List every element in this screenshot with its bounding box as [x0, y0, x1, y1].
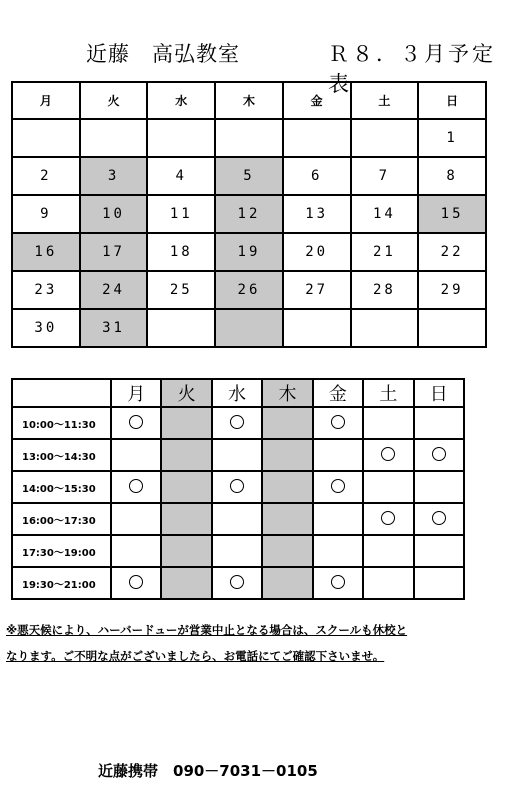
calendar-day-cell: 17	[80, 233, 148, 271]
timetable-slot-cell	[262, 471, 312, 503]
timetable-weekday-header: 水	[212, 379, 262, 407]
timetable-slot-cell	[313, 471, 363, 503]
available-circle-icon	[129, 575, 143, 589]
calendar-day-cell: 11	[147, 195, 215, 233]
calendar-day-cell: 14	[351, 195, 419, 233]
timetable-weekday-header: 日	[414, 379, 464, 407]
timetable-slot-cell	[313, 567, 363, 599]
timetable-slot-cell	[363, 471, 413, 503]
timetable-row	[12, 535, 464, 567]
timetable-slot-cell	[161, 439, 211, 471]
calendar-day-cell: 4	[147, 157, 215, 195]
calendar-day-cell: 7	[351, 157, 419, 195]
calendar-day-cell	[351, 119, 419, 157]
timetable-slot-cell	[313, 439, 363, 471]
calendar-day-cell: 25	[147, 271, 215, 309]
calendar-day-cell	[12, 119, 80, 157]
contact-phone: 近藤携帯 090－7031－0105	[98, 762, 318, 780]
calendar-week-row	[12, 195, 486, 233]
time-slot-label: 19:30～21:00	[12, 567, 111, 599]
timetable-slot-cell	[212, 567, 262, 599]
timetable-slot-cell	[111, 503, 161, 535]
available-circle-icon	[129, 479, 143, 493]
available-circle-icon	[331, 575, 345, 589]
timetable-weekday-header: 土	[363, 379, 413, 407]
timetable-slot-cell	[262, 535, 312, 567]
timetable-slot-cell	[161, 503, 211, 535]
timetable-weekday-header: 月	[111, 379, 161, 407]
timetable-slot-cell	[212, 535, 262, 567]
calendar-day-cell: 21	[351, 233, 419, 271]
calendar-weekday-header: 水	[147, 82, 215, 119]
calendar-day-cell: 18	[147, 233, 215, 271]
timetable-slot-cell	[363, 503, 413, 535]
timetable-slot-cell	[111, 535, 161, 567]
available-circle-icon	[381, 447, 395, 461]
calendar-day-cell	[418, 309, 486, 347]
timetable-slot-cell	[111, 407, 161, 439]
calendar-day-cell: 31	[80, 309, 148, 347]
calendar-day-cell	[215, 119, 283, 157]
timetable-slot-cell	[161, 407, 211, 439]
timetable-slot-cell	[161, 535, 211, 567]
calendar-week-row	[12, 271, 486, 309]
time-slot-label: 10:00～11:30	[12, 407, 111, 439]
calendar-day-cell: 24	[80, 271, 148, 309]
calendar-day-cell	[283, 119, 351, 157]
calendar-day-cell: 12	[215, 195, 283, 233]
calendar-day-cell: 20	[283, 233, 351, 271]
calendar-day-cell	[147, 119, 215, 157]
timetable-slot-cell	[414, 503, 464, 535]
calendar-week-row	[12, 119, 486, 157]
timetable-slot-cell	[363, 439, 413, 471]
calendar-weekday-header: 火	[80, 82, 148, 119]
timetable-row	[12, 407, 464, 439]
calendar-day-cell: 1	[418, 119, 486, 157]
calendar-day-cell: 30	[12, 309, 80, 347]
notice-line-1: ※悪天候により、ハーバードューが営業中止となる場合は、スクールも休校と	[6, 623, 408, 637]
month-calendar	[11, 81, 487, 348]
timetable-slot-cell	[313, 407, 363, 439]
available-circle-icon	[432, 447, 446, 461]
calendar-day-cell: 16	[12, 233, 80, 271]
timetable-corner	[12, 379, 111, 407]
timetable-slot-cell	[111, 439, 161, 471]
timetable-slot-cell	[212, 439, 262, 471]
calendar-weekday-header: 金	[283, 82, 351, 119]
timetable-slot-cell	[262, 439, 312, 471]
timetable-slot-cell	[212, 407, 262, 439]
calendar-week-row	[12, 309, 486, 347]
available-circle-icon	[331, 479, 345, 493]
time-slot-label: 17:30～19:00	[12, 535, 111, 567]
time-slot-label: 14:00～15:30	[12, 471, 111, 503]
available-circle-icon	[230, 415, 244, 429]
calendar-day-cell: 26	[215, 271, 283, 309]
timetable-row	[12, 439, 464, 471]
timetable-slot-cell	[111, 567, 161, 599]
calendar-day-cell: 3	[80, 157, 148, 195]
timetable-slot-cell	[212, 503, 262, 535]
timetable-slot-cell	[313, 503, 363, 535]
timetable-slot-cell	[414, 407, 464, 439]
timetable-slot-cell	[363, 567, 413, 599]
calendar-day-cell: 23	[12, 271, 80, 309]
timetable-row	[12, 567, 464, 599]
timetable-slot-cell	[414, 535, 464, 567]
timetable-slot-cell	[161, 471, 211, 503]
timetable-weekday-header: 木	[262, 379, 312, 407]
timetable-slot-cell	[262, 407, 312, 439]
available-circle-icon	[230, 479, 244, 493]
timetable-slot-cell	[414, 471, 464, 503]
timetable-slot-cell	[313, 535, 363, 567]
calendar-weekday-header: 月	[12, 82, 80, 119]
classroom-title: 近藤 高弘教室	[86, 42, 240, 66]
time-slot-label: 16:00～17:30	[12, 503, 111, 535]
calendar-day-cell: 10	[80, 195, 148, 233]
calendar-day-cell: 9	[12, 195, 80, 233]
calendar-weekday-header: 土	[351, 82, 419, 119]
timetable-slot-cell	[262, 567, 312, 599]
calendar-day-cell: 22	[418, 233, 486, 271]
timetable-weekday-header: 火	[161, 379, 211, 407]
calendar-weekday-header: 木	[215, 82, 283, 119]
calendar-day-cell: 13	[283, 195, 351, 233]
calendar-day-cell: 6	[283, 157, 351, 195]
month-schedule-title: Ｒ８．３月予定表	[328, 42, 496, 96]
available-circle-icon	[129, 415, 143, 429]
calendar-day-cell	[147, 309, 215, 347]
available-circle-icon	[331, 415, 345, 429]
timetable-slot-cell	[414, 567, 464, 599]
calendar-day-cell	[283, 309, 351, 347]
calendar-week-row	[12, 233, 486, 271]
timetable-slot-cell	[414, 439, 464, 471]
time-slot-label: 13:00～14:30	[12, 439, 111, 471]
calendar-weekday-header: 日	[418, 82, 486, 119]
calendar-day-cell: 8	[418, 157, 486, 195]
timetable-slot-cell	[262, 503, 312, 535]
calendar-day-cell: 27	[283, 271, 351, 309]
calendar-day-cell: 15	[418, 195, 486, 233]
timetable-row	[12, 471, 464, 503]
available-circle-icon	[230, 575, 244, 589]
calendar-day-cell: 19	[215, 233, 283, 271]
timetable-slot-cell	[161, 567, 211, 599]
available-circle-icon	[381, 511, 395, 525]
calendar-day-cell	[351, 309, 419, 347]
calendar-week-row	[12, 157, 486, 195]
notice-line-2: なります。ご不明な点がございましたら、お電話にてご確認下さいませ。	[6, 649, 385, 663]
timetable-weekday-header: 金	[313, 379, 363, 407]
available-circle-icon	[432, 511, 446, 525]
calendar-day-cell	[80, 119, 148, 157]
timetable-slot-cell	[363, 407, 413, 439]
timetable-slot-cell	[363, 535, 413, 567]
calendar-day-cell: 29	[418, 271, 486, 309]
calendar-day-cell: 2	[12, 157, 80, 195]
timetable-slot-cell	[111, 471, 161, 503]
calendar-day-cell: 5	[215, 157, 283, 195]
timetable-row	[12, 503, 464, 535]
calendar-day-cell: 28	[351, 271, 419, 309]
timetable-slot-cell	[212, 471, 262, 503]
calendar-day-cell	[215, 309, 283, 347]
lesson-timetable	[11, 378, 465, 600]
